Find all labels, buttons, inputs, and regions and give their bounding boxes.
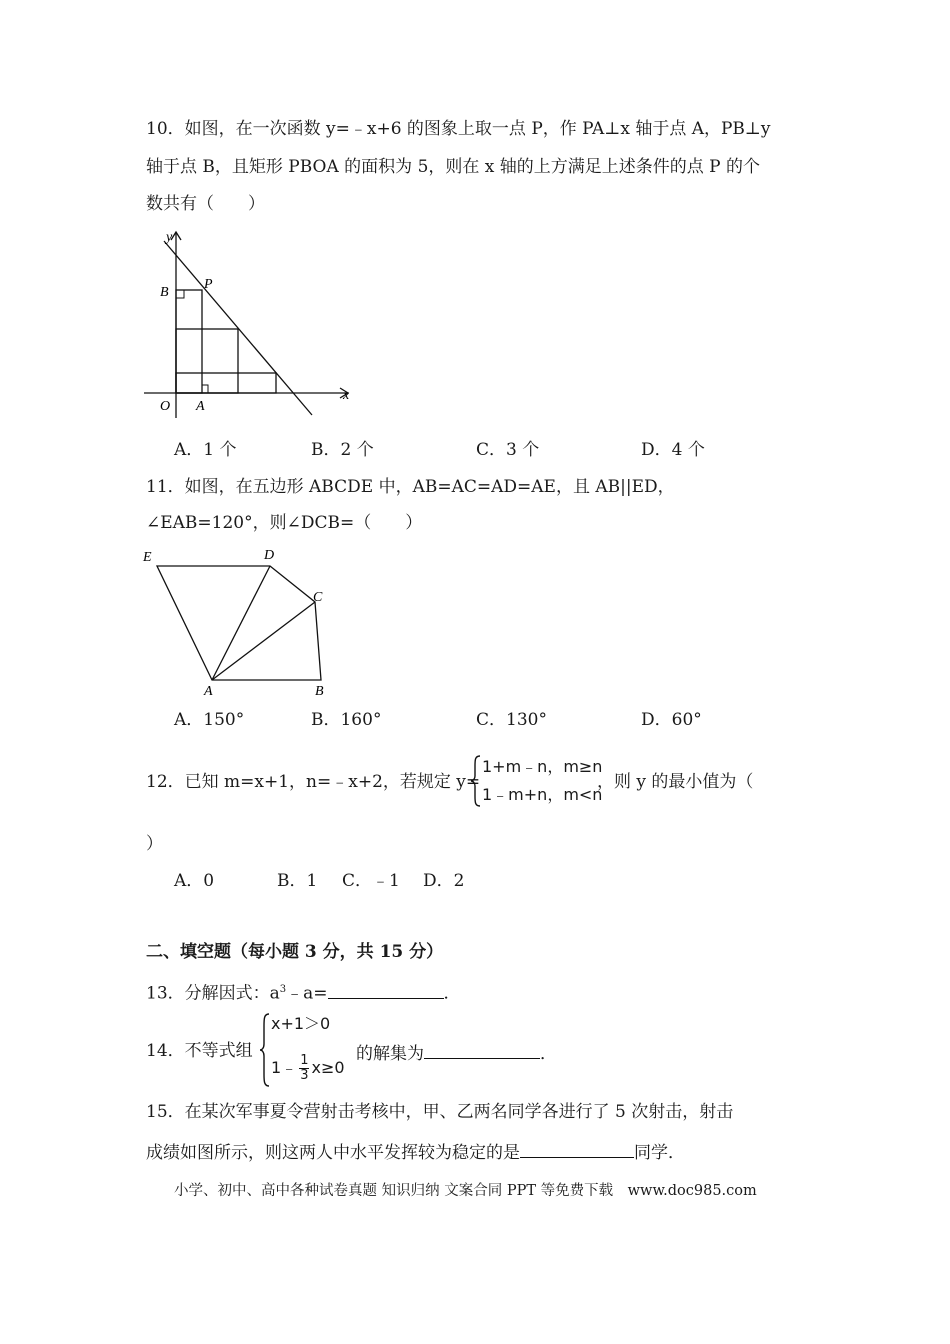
q14-prefix: 14．不等式组 (146, 1041, 253, 1061)
q10-option-a: A．1 个 (174, 440, 237, 460)
q15-line-2-prefix: 成绩如图所示，则这两人中水平发挥较为稳定的是 (146, 1143, 520, 1163)
q10-label-A: A (196, 399, 205, 414)
q10-option-d: D．4 个 (641, 440, 705, 460)
q10-label-O: O (160, 399, 171, 414)
q14-middle: 的解集为 (356, 1044, 424, 1064)
q14-ineq2-lead: 1﹣ (271, 1058, 298, 1077)
q11-label-B: B (315, 684, 324, 699)
q12-prefix: 12．已知 m=x+1，n=﹣x+2，若规定 y= (146, 772, 481, 792)
q11-option-a: A．150° (174, 710, 245, 730)
q11-option-c: C．130° (476, 710, 547, 730)
q14-left-brace (259, 1012, 271, 1088)
q15-line-2 (146, 1139, 685, 1164)
q11-label-D: D (264, 548, 275, 563)
q11-figure (140, 542, 340, 702)
q10-option-b: B．2 个 (311, 440, 374, 460)
q11-line-2: ∠EAB=120°，则∠DCB=（ ） (146, 513, 423, 533)
q12-suffix: ，则 y 的最小值为（ (597, 772, 754, 792)
q11-option-b: B．160° (311, 710, 382, 730)
q10-line-3: 数共有（ ） (146, 194, 265, 214)
q14-answer-blank[interactable] (424, 1040, 540, 1059)
q12-option-d: D．2 (423, 871, 465, 891)
q11-label-C: C (313, 590, 323, 605)
q10-line-1: 10．如图，在一次函数 y=﹣x+6 的图象上取一点 P，作 PA⊥x 轴于点 A，PB⊥y (146, 119, 771, 139)
q14-inequality-1: x+1＞0 (271, 1014, 331, 1033)
q14-ineq2-tail: x≥0 (311, 1058, 345, 1077)
q13-middle: ﹣a= (286, 983, 328, 1004)
q14-fraction (299, 1054, 309, 1083)
page-footer: 小学、初中、高中各种试卷真题 知识归纳 文案合同 PPT 等免费下载 www.doc985.com (174, 1183, 757, 1199)
q15-line-2-suffix: 同学． (634, 1143, 685, 1163)
q10-label-x: x (343, 388, 350, 403)
q11-label-A: A (204, 684, 213, 699)
q12-case-1: 1+m﹣n，m≥n (482, 757, 603, 776)
q12-option-b: B．1 (277, 871, 318, 891)
q15-answer-blank[interactable] (520, 1139, 634, 1158)
q12-option-c: C．﹣1 (342, 871, 400, 891)
q10-option-c: C．3 个 (476, 440, 540, 460)
q10-label-y: y (166, 230, 173, 245)
q13-answer-blank[interactable] (328, 980, 444, 999)
section-2-heading: 二、填空题（每小题 3 分，共 15 分） (146, 942, 444, 962)
q11-label-E: E (143, 550, 152, 565)
q11-option-d: D．60° (641, 710, 702, 730)
q10-line-2: 轴于点 B，且矩形 PBOA 的面积为 5，则在 x 轴的上方满足上述条件的点 P 的个 (146, 157, 761, 177)
q10-figure (140, 222, 370, 422)
q12-line-2: ） (146, 834, 163, 854)
q14-tail (356, 1040, 557, 1065)
q14-inequality-2 (271, 1054, 345, 1083)
q13-exponent: 3 (279, 984, 287, 995)
q13-line (146, 979, 461, 1005)
q11-line-1: 11．如图，在五边形 ABCDE 中，AB=AC=AD=AE，且 AB||ED， (146, 477, 675, 497)
q14-fraction-denominator: 3 (300, 1068, 309, 1083)
q14-fraction-numerator: 1 (300, 1053, 309, 1068)
q13-suffix: ． (443, 983, 461, 1004)
q14-suffix: ． (540, 1044, 557, 1064)
q12-case-2: 1﹣m+n，m<n (482, 785, 603, 804)
q10-label-B: B (160, 285, 169, 300)
q12-left-brace (470, 754, 482, 808)
q13-prefix: 13．分解因式：a (146, 983, 280, 1004)
q12-option-a: A．0 (174, 871, 215, 891)
q15-line-1: 15．在某次军事夏令营射击考核中，甲、乙两名同学各进行了 5 次射击，射击 (146, 1102, 734, 1122)
q10-label-P: P (204, 277, 213, 292)
